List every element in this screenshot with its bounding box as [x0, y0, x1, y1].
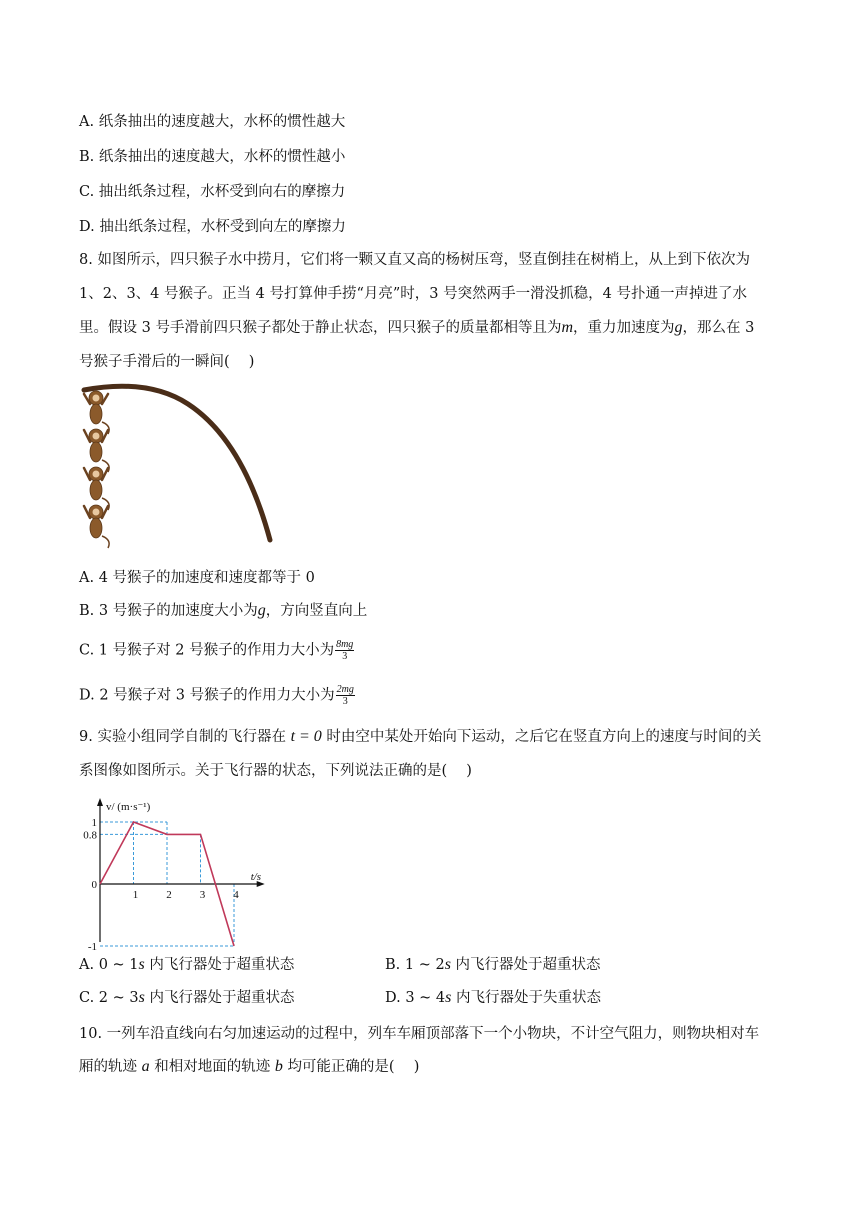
y-tick-label-1: 1	[91, 817, 97, 829]
monkey-1	[89, 391, 103, 424]
q7-option-c: C. 抽出纸条过程，水杯受到向右的摩擦力	[79, 184, 346, 200]
x-axis-label: t/s	[250, 871, 262, 883]
monkey-4	[89, 505, 103, 538]
y-axis-label: v/ (m·s⁻¹)	[106, 801, 151, 813]
y-tick-label--1: -1	[87, 941, 97, 953]
equation-t0: t = 0	[290, 728, 322, 745]
q8-stem-line-4: 号猴子手滑后的一瞬间( )	[79, 354, 255, 370]
fraction-2mg-3: $\frac{2mg}{3}$	[336, 684, 354, 707]
monkeys-tree-figure	[78, 382, 278, 554]
q9-option-d: D. 3 ~ 4s 内飞行器处于失重状态	[385, 989, 601, 1006]
q8-stem-line-2: 1、2、3、4 号猴子。正当 4 号打算伸手捞“月亮”时，3 号突然两手一滑没抓稳，4 号扑通一声掉进了水	[79, 286, 747, 302]
q8-option-b: B. 3 号猴子的加速度大小为g，方向竖直向上	[79, 602, 368, 619]
q9-option-a: A. 0 ~ 1s 内飞行器处于超重状态	[79, 956, 295, 973]
q8-option-a: A. 4 号猴子的加速度和速度都等于 0	[79, 570, 315, 586]
x-tick-label-1: 1	[132, 889, 139, 901]
y-axis-arrow	[97, 798, 103, 806]
q8-stem-line-1: 8. 如图所示，四只猴子水中捞月，它们将一颗又直又高的杨树压弯，竖直倒挂在树梢上，从上到下依次为	[79, 252, 750, 268]
var-g: g	[674, 319, 683, 336]
q9-option-c: C. 2 ~ 3s 内飞行器处于超重状态	[79, 989, 295, 1006]
bent-tree-branch	[84, 386, 270, 540]
q9-stem-line-2: 系图像如图所示。关于飞行器的状态，下列说法正确的是( )	[79, 763, 472, 779]
q8-option-c: C. 1 号猴子对 2 号猴子的作用力大小为 $\frac{8mg}{3}$	[79, 639, 354, 662]
q9-option-b: B. 1 ~ 2s 内飞行器处于超重状态	[385, 956, 601, 973]
q10-stem-line-2: 厢的轨迹 a 和相对地面的轨迹 b 均可能正确的是( )	[79, 1058, 420, 1075]
monkey-3	[89, 467, 103, 500]
q7-option-d: D. 抽出纸条过程，水杯受到向左的摩擦力	[79, 219, 346, 235]
monkey-2	[89, 429, 103, 462]
q8-option-d: D. 2 号猴子对 3 号猴子的作用力大小为 $\frac{2mg}{3}$	[79, 684, 354, 707]
x-tick-label-2: 2	[166, 889, 172, 901]
x-tick-label-3: 3	[199, 889, 206, 901]
q8-stem-line-3: 里。假设 3 号手滑前四只猴子都处于静止状态，四只猴子的质量都相等且为m，重力加速度为g，那么在 3	[79, 319, 755, 336]
q9-stem-line-1: 9. 实验小组同学自制的飞行器在 t = 0 时由空中某处开始向下运动，之后它在竖直方向上的速度与时间的关	[79, 728, 762, 745]
var-m: m	[561, 319, 574, 336]
q7-option-a: A. 纸条抽出的速度越大，水杯的惯性越大	[79, 114, 346, 130]
q10-stem-line-1: 10. 一列车沿直线向右匀加速运动的过程中，列车车厢顶部落下一个小物块，不计空气阻力，则物块相对车	[79, 1026, 760, 1042]
q7-option-b: B. 纸条抽出的速度越大，水杯的惯性越小	[79, 149, 346, 165]
chart-axes	[97, 798, 265, 942]
fraction-8mg-3: $\frac{8mg}{3}$	[336, 639, 354, 662]
y-tick-label-0: 0	[91, 879, 97, 891]
velocity-time-chart	[80, 792, 300, 953]
y-tick-label-0.8: 0.8	[83, 829, 97, 842]
x-tick-label-4: 4	[233, 889, 239, 901]
